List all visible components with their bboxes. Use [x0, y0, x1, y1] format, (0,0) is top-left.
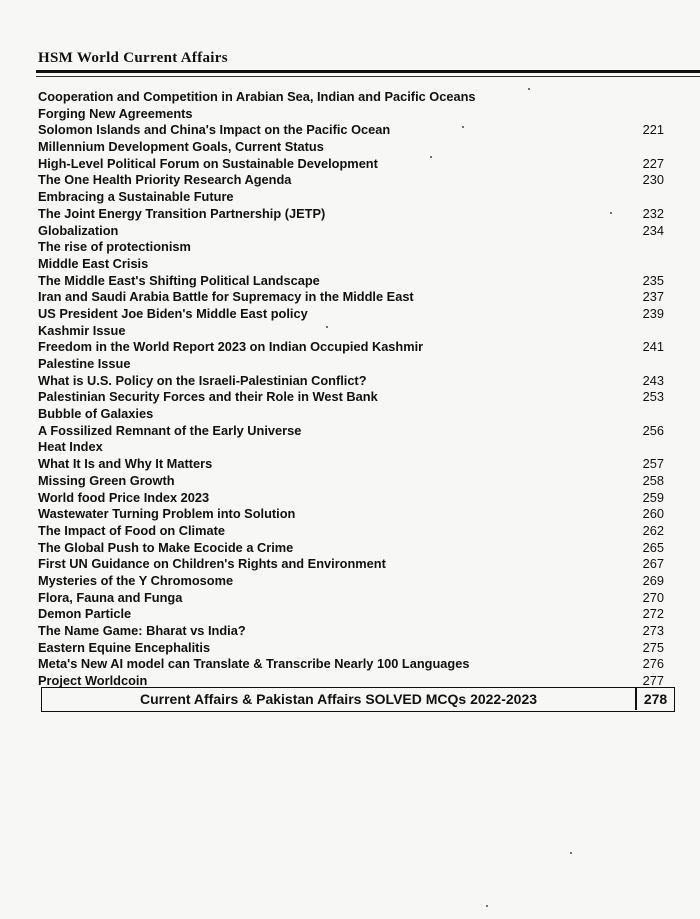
- final-entry-page: 278: [643, 691, 668, 707]
- toc-entry-title: First UN Guidance on Children's Rights and Environment: [38, 556, 386, 572]
- toc-entry-title: Palestine Issue: [38, 356, 131, 371]
- toc-entry-title: Eastern Equine Encephalitis: [38, 639, 211, 655]
- scan-speck: [430, 156, 432, 158]
- toc-entry-page: 260: [642, 506, 664, 522]
- header-rule-thick: [36, 70, 700, 73]
- toc-entry: [38, 623, 664, 640]
- toc-entry-page: 265: [642, 539, 664, 555]
- toc-entry-title: Middle East Crisis: [38, 255, 149, 271]
- toc-entry-title: Flora, Fauna and Funga: [38, 589, 183, 605]
- toc-entry-title: The One Health Priority Research Agenda: [38, 172, 292, 188]
- final-entry-box: [41, 687, 675, 712]
- toc-entry: [38, 406, 664, 423]
- toc-entry-title: Forging New Agreements: [38, 105, 193, 121]
- scan-speck: [610, 212, 612, 214]
- toc-entry-page: 241: [642, 339, 664, 355]
- toc-entry-title: Cooperation and Competition in Arabian Sea, Indian and Pacific Oceans: [38, 89, 476, 104]
- toc-entry-title: Mysteries of the Y Chromosome: [38, 572, 234, 588]
- toc-entry-page: 270: [642, 589, 664, 605]
- toc-entry-page: 269: [642, 572, 664, 588]
- toc-entry-title: The Middle East's Shifting Political Landscape: [38, 272, 320, 288]
- toc-entry-title: Embracing a Sustainable Future: [38, 189, 234, 205]
- toc-entry: [38, 206, 664, 223]
- toc-entry-title: Demon Particle: [38, 606, 132, 622]
- toc-entry-page: 253: [642, 389, 664, 405]
- toc-entry-page: 272: [642, 606, 664, 622]
- toc-entry-page: 239: [642, 305, 664, 321]
- toc-entry: [38, 573, 664, 590]
- toc-entry-title: Solomon Islands and China's Impact on the Pacific Ocean: [38, 122, 391, 138]
- toc-entry: [38, 606, 664, 623]
- toc-entry-title: The Joint Energy Transition Partnership (JETP): [38, 205, 326, 221]
- toc-entry: [38, 122, 664, 139]
- toc-entry-title: Freedom in the World Report 2023 on Indian Occupied Kashmir: [38, 339, 424, 355]
- toc-entry-page: 276: [642, 656, 664, 672]
- toc-entry-title: Iran and Saudi Arabia Battle for Supremacy in the Middle East: [38, 289, 414, 305]
- toc-entry: [38, 256, 664, 273]
- toc-entry-page: 262: [642, 522, 664, 538]
- toc-entry: [38, 456, 664, 473]
- toc-entry: [38, 172, 664, 189]
- toc-entry-title: Missing Green Growth: [38, 472, 175, 488]
- toc-entry-title: The Impact of Food on Climate: [38, 522, 225, 538]
- toc-entry: [38, 556, 664, 573]
- toc-entry: [38, 656, 664, 673]
- toc-entry-title: A Fossilized Remnant of the Early Universe: [38, 422, 302, 438]
- final-entry-title: Current Affairs & Pakistan Affairs SOLVED MCQs 2022-2023: [139, 691, 538, 707]
- scan-speck: [462, 126, 464, 128]
- toc-entry-title: What It Is and Why It Matters: [38, 456, 213, 472]
- header-rule-thin: [36, 76, 700, 77]
- toc-entry-title: US President Joe Biden's Middle East policy: [38, 305, 308, 321]
- toc-entry: [38, 289, 664, 306]
- toc-entry-page: 230: [642, 172, 664, 188]
- toc-entry: [38, 306, 664, 323]
- toc-entry-page: 227: [642, 155, 664, 171]
- toc-entry: [38, 523, 664, 540]
- toc-entry-title: Meta's New AI model can Translate & Transcribe Nearly 100 Languages: [38, 656, 470, 672]
- toc-entry-page: 267: [642, 556, 664, 572]
- toc-entry-title: Project Worldcoin: [38, 673, 148, 689]
- toc-entry: [38, 423, 664, 440]
- toc-entry-page: 234: [642, 222, 664, 238]
- toc-entry: [38, 106, 664, 123]
- toc-entry-page: 221: [642, 122, 664, 138]
- toc-entry-page: 273: [642, 623, 664, 638]
- toc-entry-title: What is U.S. Policy on the Israeli-Palestinian Conflict?: [38, 372, 367, 388]
- toc-entry-title: Wastewater Turning Problem into Solution: [38, 506, 296, 522]
- toc-entry-page: 232: [642, 205, 664, 221]
- toc-entry-page: 257: [642, 456, 664, 472]
- toc-entry: [38, 339, 664, 356]
- toc-entry: [38, 490, 664, 507]
- toc-entry: [38, 89, 664, 106]
- toc-entry-page: 256: [642, 422, 664, 438]
- scan-speck: [486, 905, 488, 907]
- toc-entry-page: 237: [642, 289, 664, 305]
- toc-entry: [38, 189, 664, 206]
- table-of-contents: [38, 89, 664, 690]
- toc-entry: [38, 590, 664, 607]
- toc-entry-title: Kashmir Issue: [38, 322, 126, 338]
- scan-speck: [528, 88, 530, 90]
- toc-entry-title: Heat Index: [38, 439, 103, 455]
- toc-entry-page: 277: [642, 673, 664, 689]
- toc-entry: [38, 373, 664, 390]
- toc-entry-title: Globalization: [38, 222, 119, 238]
- toc-entry: [38, 273, 664, 290]
- toc-entry-page: 235: [642, 272, 664, 288]
- running-header-title: HSM World Current Affairs: [38, 50, 228, 66]
- toc-entry: [38, 506, 664, 523]
- toc-entry-page: 259: [642, 489, 664, 505]
- toc-entry: [38, 640, 664, 657]
- toc-entry-title: Bubble of Galaxies: [38, 406, 154, 422]
- toc-entry: [38, 223, 664, 240]
- toc-entry: [38, 156, 664, 173]
- toc-entry: [38, 439, 664, 456]
- toc-entry-title: Millennium Development Goals, Current Status: [38, 139, 324, 155]
- toc-entry: [38, 389, 664, 406]
- scan-speck: [326, 326, 328, 328]
- toc-entry: [38, 473, 664, 490]
- scan-speck: [570, 852, 572, 854]
- toc-entry-page: 275: [642, 639, 664, 655]
- toc-entry: [38, 356, 664, 373]
- toc-entry-title: The Global Push to Make Ecocide a Crime: [38, 539, 294, 555]
- toc-entry-page: 258: [642, 472, 664, 488]
- toc-entry-title: Palestinian Security Forces and their Role in West Bank: [38, 389, 378, 405]
- toc-entry: [38, 540, 664, 557]
- toc-entry-title: World food Price Index 2023: [38, 489, 210, 505]
- toc-entry: [38, 323, 664, 340]
- toc-entry-page: 243: [642, 372, 664, 388]
- toc-entry-title: The rise of protectionism: [38, 239, 191, 255]
- toc-entry: [38, 139, 664, 156]
- toc-entry-title: High-Level Political Forum on Sustainable Development: [38, 155, 378, 171]
- toc-entry: [38, 239, 664, 256]
- toc-entry-title: The Name Game: Bharat vs India?: [38, 623, 246, 638]
